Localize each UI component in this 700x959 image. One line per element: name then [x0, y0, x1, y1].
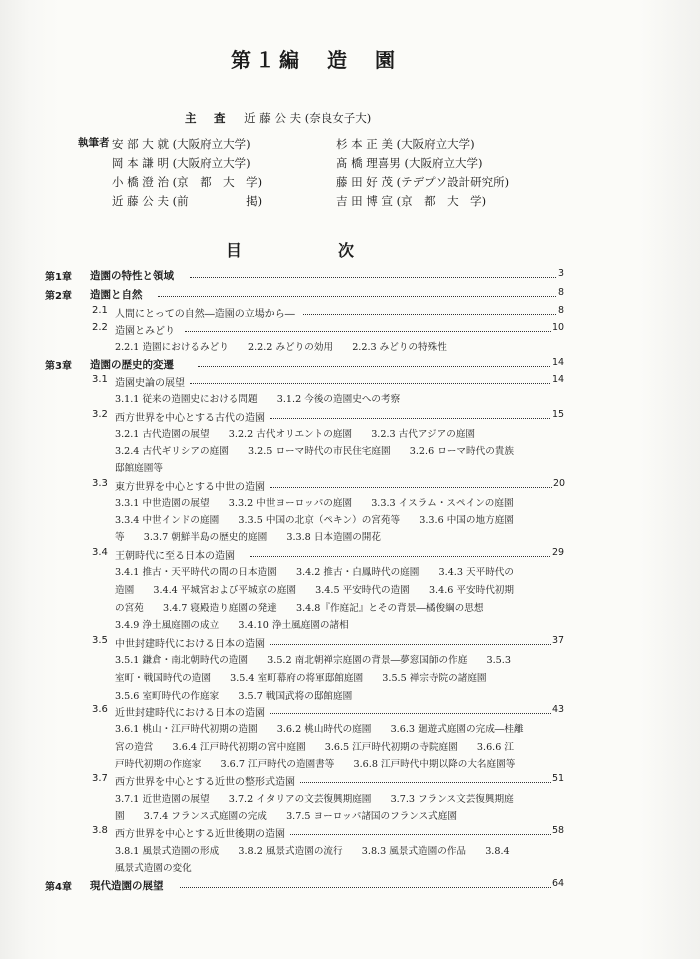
- section-number: 3.7: [92, 773, 108, 784]
- section-title: 東方世界を中心とする中世の造園: [115, 482, 265, 493]
- author-entry: 吉 田 博 宣 (京 都 大 学): [336, 194, 487, 208]
- toc-subsection-row: [0, 670, 700, 688]
- page-number: 10: [552, 322, 565, 333]
- section-number: 2.1: [92, 305, 108, 316]
- subsection-list: 宮の造営 3.6.4 江戸時代初期の宮中庭園 3.6.5 江戸時代初期の寺院庭園 3.6.6 江: [115, 742, 514, 753]
- section-number: 3.1: [92, 374, 108, 385]
- subsection-list: 戸時代初期の作庭家 3.6.7 江戸時代の造園書等 3.6.8 江戸時代中期以降の大名庭園等: [115, 759, 516, 770]
- page-number: 8: [558, 287, 565, 298]
- section-title: 西方世界を中心とする近世後期の造園: [115, 829, 285, 840]
- subsection-list: 3.3.4 中世インドの庭園 3.3.5 中国の北京（ペキン）の宮苑等 3.3.6 中国の地方庭園: [115, 515, 514, 526]
- subsection-list: 園 3.7.4 フランス式庭園の完成 3.7.5 ヨーロッパ諸国のフランス式庭園: [115, 811, 457, 822]
- leader-dots: [300, 782, 551, 783]
- leader-dots: [270, 713, 551, 714]
- chapter-title: 造園の歴史的変遷: [90, 359, 174, 371]
- toc-subsection-row: [0, 460, 700, 478]
- section-number: 2.2: [92, 322, 108, 333]
- chapter-number: 第2章: [45, 291, 72, 302]
- page-number: 29: [552, 547, 565, 558]
- chapter-number: 第1章: [45, 272, 72, 283]
- leader-dots: [190, 383, 550, 384]
- toc-heading: 目 次: [225, 241, 394, 260]
- toc-subsection-row: [0, 529, 700, 547]
- subsection-list: 3.2.4 古代ギリシアの庭園 3.2.5 ローマ時代の市民住宅庭園 3.2.6 ローマ時代の貴族: [115, 446, 514, 457]
- page-number: 15: [552, 409, 565, 420]
- toc-subsection-row: [0, 652, 700, 670]
- subsection-list: 3.4.1 推古・天平時代の間の日本造園 3.4.2 推古・白鳳時代の庭園 3.4.3 天平時代の: [115, 567, 514, 578]
- subsection-list: 等 3.3.7 朝鮮半島の歴史的庭園 3.3.8 日本造園の開花: [115, 532, 381, 543]
- toc-subsection-row: [0, 495, 700, 513]
- section-title: 近世封建時代における日本の造園: [115, 708, 265, 719]
- section-number: 3.4: [92, 547, 108, 558]
- page-number: 37: [552, 635, 565, 646]
- toc-subsection-row: [0, 564, 700, 582]
- toc-section-row: [0, 478, 700, 496]
- author-entry: 杉 本 正 美 (大阪府立大学): [336, 137, 475, 151]
- toc-section-row: [0, 374, 700, 392]
- leader-dots: [270, 487, 552, 488]
- chapter-number: 第4章: [45, 882, 72, 893]
- toc-section-row: [0, 322, 700, 340]
- toc-chapter-row: [0, 878, 700, 896]
- supervisor-line: [185, 110, 371, 126]
- leader-dots: [185, 331, 551, 332]
- toc-section-row: [0, 547, 700, 565]
- author-entry: 近 藤 公 夫 (前 掲): [112, 194, 263, 208]
- section-number: 3.3: [92, 478, 108, 489]
- toc-chapter-row: [0, 357, 700, 375]
- page-number: 64: [552, 878, 565, 889]
- toc-section-row: [0, 704, 700, 722]
- section-number: 3.5: [92, 635, 108, 646]
- toc-subsection-row: [0, 860, 700, 878]
- page-number: 8: [558, 305, 565, 316]
- toc-section-row: [0, 635, 700, 653]
- leader-dots: [270, 644, 551, 645]
- page-number: 20: [553, 478, 566, 489]
- subsection-list: 風景式造園の変化: [115, 863, 192, 874]
- page-number: 3: [558, 268, 565, 279]
- page-number: 58: [552, 825, 565, 836]
- page-title: 第１編 造 園: [231, 48, 399, 72]
- toc-chapter-row: [0, 287, 700, 305]
- toc-subsection-row: [0, 756, 700, 774]
- chapter-title: 造園と自然: [90, 289, 143, 301]
- toc-chapter-row: [0, 268, 700, 286]
- chapter-number: 第3章: [45, 361, 72, 372]
- subsection-list: 3.2.1 古代造園の展望 3.2.2 古代オリエントの庭園 3.2.3 古代アジアの庭園: [115, 429, 476, 440]
- subsection-list: 3.7.1 近世造園の展望 3.7.2 イタリアの文芸復興期庭園 3.7.3 フランス文芸復興期庭: [115, 794, 514, 805]
- section-title: 西方世界を中心とする近世の整形式造園: [115, 777, 295, 788]
- section-title: 中世封建時代における日本の造園: [115, 639, 265, 650]
- leader-dots: [180, 887, 551, 888]
- author-entry: 小 橋 澄 治 (京 都 大 学): [112, 175, 263, 189]
- chapter-title: 現代造園の展望: [90, 880, 164, 892]
- supervisor-label: 主 査: [185, 111, 229, 125]
- toc-subsection-row: [0, 808, 700, 826]
- subsection-list: 3.4.9 浄土風庭園の成立 3.4.10 浄土風庭園の諸相: [115, 620, 349, 631]
- toc-subsection-row: [0, 791, 700, 809]
- leader-dots: [250, 556, 550, 557]
- chapter-title: 造園の特性と領域: [90, 270, 174, 282]
- leader-dots: [270, 418, 550, 419]
- subsection-list: 造園 3.4.4 平城宮および平城京の庭園 3.4.5 平安時代の造園 3.4.6 平安時代初期: [115, 585, 514, 596]
- page-number: 14: [552, 357, 565, 368]
- section-number: 3.2: [92, 409, 108, 420]
- authors-label: 執筆者: [78, 137, 110, 149]
- subsection-list: 3.3.1 中世造園の展望 3.3.2 中世ヨーロッパの庭園 3.3.3 イスラム・スペインの庭園: [115, 498, 514, 509]
- leader-dots: [158, 296, 556, 297]
- toc-subsection-row: [0, 391, 700, 409]
- section-title: 造園史論の展望: [115, 378, 185, 389]
- author-entry: 髙 橋 理喜男 (大阪府立大学): [336, 156, 483, 170]
- subsection-list: 3.8.1 風景式造園の形成 3.8.2 風景式造園の流行 3.8.3 風景式造園の作品 3.8.4: [115, 846, 510, 857]
- section-title: 西方世界を中心とする古代の造園: [115, 413, 265, 424]
- toc-section-row: [0, 409, 700, 427]
- subsection-list: 3.6.1 桃山・江戸時代初期の造園 3.6.2 桃山時代の庭園 3.6.3 廻遊式庭園の完成―桂離: [115, 724, 524, 735]
- section-title: 王朝時代に至る日本の造園: [115, 551, 235, 562]
- toc-subsection-row: [0, 617, 700, 635]
- section-number: 3.6: [92, 704, 108, 715]
- toc-subsection-row: [0, 443, 700, 461]
- toc-section-row: [0, 825, 700, 843]
- toc-subsection-row: [0, 426, 700, 444]
- toc-section-row: [0, 305, 700, 323]
- toc-section-row: [0, 773, 700, 791]
- toc-subsection-row: [0, 600, 700, 618]
- subsection-list: 3.5.1 鎌倉・南北朝時代の造園 3.5.2 南北朝禅宗庭園の背景―夢窓国師の作庭 3.5.3: [115, 655, 511, 666]
- page-number: 51: [552, 773, 565, 784]
- leader-dots: [190, 277, 556, 278]
- page-number: 43: [552, 704, 565, 715]
- section-title: 人間にとっての自然―造園の立場から―: [115, 309, 295, 320]
- section-number: 3.8: [92, 825, 108, 836]
- subsection-list: 3.1.1 従来の造園史における問題 3.1.2 今後の造園史への考察: [115, 394, 401, 405]
- subsection-list: 3.5.6 室町時代の作庭家 3.5.7 戦国武将の邸館庭園: [115, 691, 353, 702]
- leader-dots: [198, 366, 550, 367]
- supervisor-name: 近 藤 公 夫 (奈良女子大): [244, 111, 372, 125]
- toc-subsection-row: [0, 739, 700, 757]
- page-number: 14: [552, 374, 565, 385]
- author-entry: 藤 田 好 茂 (テデプソ設計研究所): [336, 175, 510, 189]
- subsection-list: 2.2.1 造園におけるみどり 2.2.2 みどりの効用 2.2.3 みどりの特殊性: [115, 342, 447, 353]
- leader-dots: [303, 314, 556, 315]
- section-title: 造園とみどり: [115, 326, 175, 337]
- leader-dots: [290, 834, 551, 835]
- toc-subsection-row: [0, 512, 700, 530]
- toc-subsection-row: [0, 582, 700, 600]
- author-entry: 岡 本 謙 明 (大阪府立大学): [112, 156, 251, 170]
- subsection-list: の宮苑 3.4.7 寝殿造り庭園の発達 3.4.8『作庭記』とその背景―橘俊綱の思想: [115, 603, 484, 614]
- toc-subsection-row: [0, 843, 700, 861]
- author-entry: 安 部 大 就 (大阪府立大学): [112, 137, 251, 151]
- subsection-list: 室町・戦国時代の造園 3.5.4 室町幕府の将軍邸館庭園 3.5.5 禅宗寺院の諸庭園: [115, 673, 487, 684]
- toc-subsection-row: [0, 339, 700, 357]
- subsection-list: 邸館庭園等: [115, 463, 163, 474]
- toc-subsection-row: [0, 721, 700, 739]
